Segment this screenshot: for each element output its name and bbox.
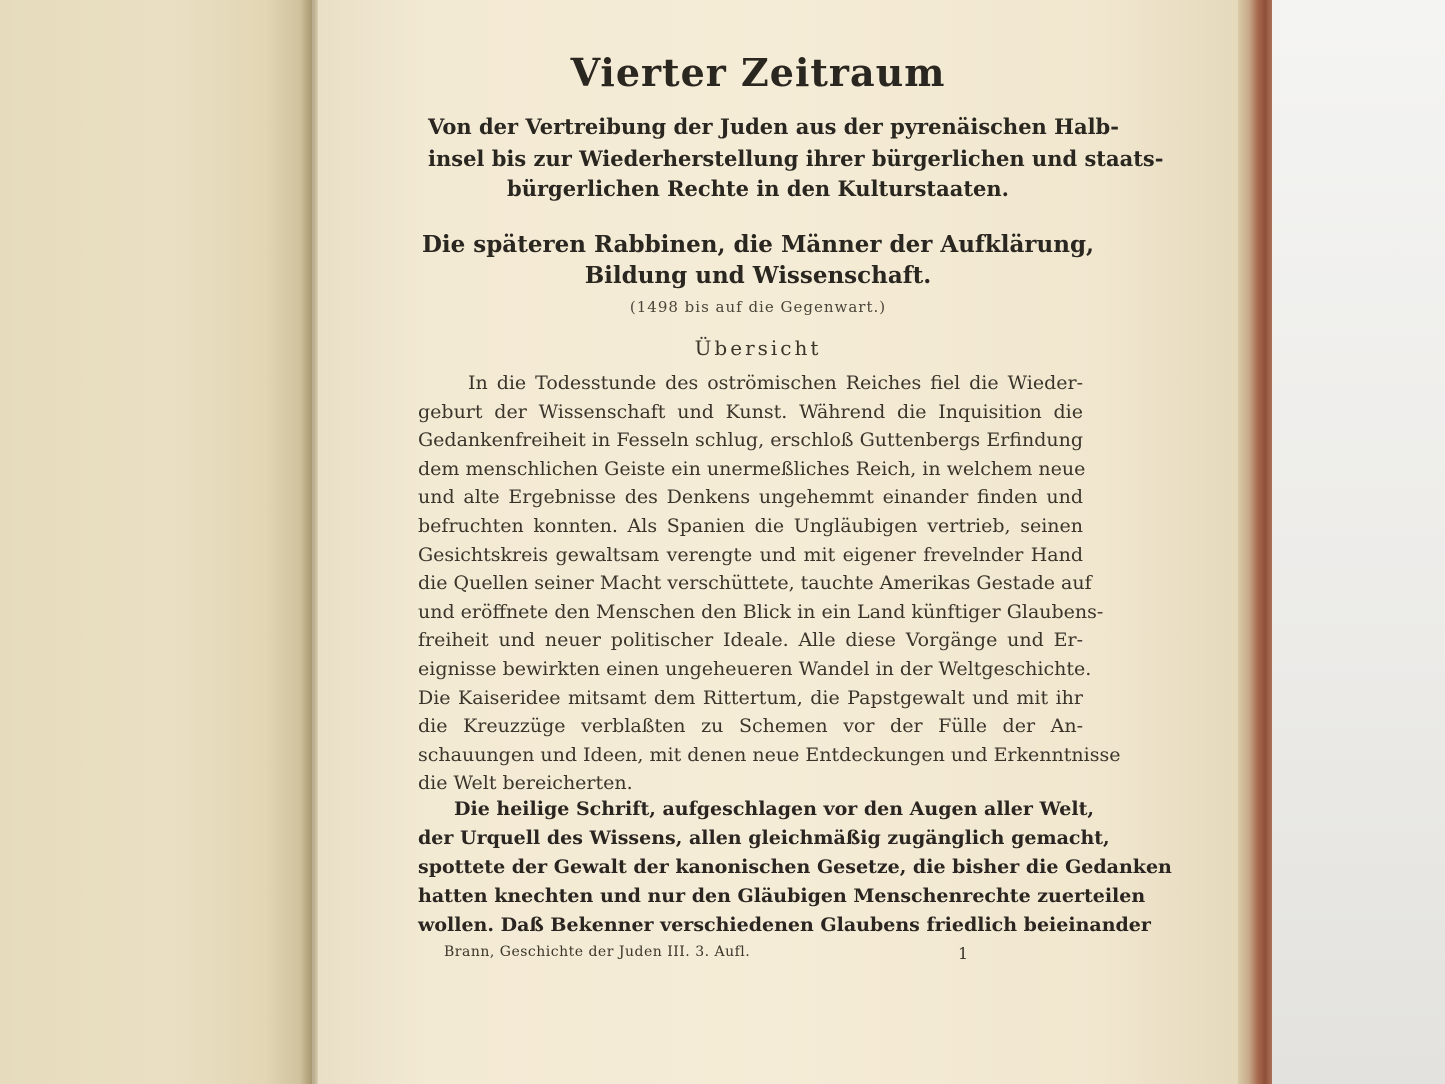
subtitle-line: insel bis zur Wiederherstellung ihrer bürgerlichen und staats- (428, 146, 1164, 171)
section-heading-line: Bildung und Wissenschaft. (584, 262, 932, 289)
date-range: (1498 bis auf die Gegenwart.) (629, 298, 887, 316)
body-line: Die heilige Schrift, aufgeschlagen vor den Augen aller Welt, (454, 798, 1094, 820)
body-line: schauungen und Ideen, mit denen neue Entdeckungen und Erkenntnisse (418, 743, 1121, 766)
body-line: dem menschlichen Geiste ein unermeßliches Reich, in welchem neue (418, 457, 1086, 480)
body-line: freiheit und neuer politischer Ideale. Alle diese Vorgänge und Er- (418, 629, 1083, 652)
subtitle-line: bürgerlichen Rechte in den Kulturstaaten. (507, 176, 1009, 201)
body-line: der Urquell des Wissens, allen gleichmäßig zugänglich gemacht, (418, 827, 1110, 849)
body-line: Gedankenfreiheit in Fesseln schlug, erschloß Guttenbergs Erfindung (418, 429, 1083, 452)
body-line: die Quellen seiner Macht verschüttete, tauchte Amerikas Gestade auf (418, 572, 1092, 595)
chapter-title: Vierter Zeitraum (570, 50, 946, 95)
body-line: die Welt bereicherten. (418, 772, 633, 795)
body-line: Gesichtskreis gewaltsam verengte und mit eigener frevelnder Hand (418, 543, 1083, 566)
body-line: Die Kaiseridee mitsamt dem Rittertum, die Papstgewalt und mit ihr (418, 686, 1083, 709)
body-line: befruchten konnten. Als Spanien die Ungläubigen vertrieb, seinen (418, 515, 1083, 537)
body-line: In die Todesstunde des oströmischen Reiches fiel die Wieder- (468, 372, 1083, 394)
body-line: spottete der Gewalt der kanonischen Gesetze, die bisher die Gedanken (418, 856, 1172, 878)
overview-heading: Übersicht (694, 336, 822, 360)
subtitle-line: Von der Vertreibung der Juden aus der pyrenäischen Halb- (428, 114, 1119, 139)
section-heading-line: Die späteren Rabbinen, die Männer der Aufklärung, (421, 231, 1095, 258)
footer-page-number: 1 (958, 944, 969, 963)
footer-signature: Brann, Geschichte der Juden III. 3. Aufl. (444, 944, 751, 960)
body-line: eignisse bewirkten einen ungeheueren Wandel in der Weltgeschichte. (418, 658, 1092, 680)
body-line: wollen. Daß Bekenner verschiedenen Glaubens friedlich beieinander (418, 914, 1151, 936)
body-line: und eröffnete den Menschen den Blick in ein Land künftiger Glaubens- (418, 600, 1104, 623)
body-line: die Kreuzzüge verblaßten zu Schemen vor der Fülle der An- (418, 715, 1083, 738)
body-line: hatten knechten und nur den Gläubigen Menschenrechte zuerteilen (418, 885, 1146, 907)
body-line: und alte Ergebnisse des Denkens ungehemmt einander finden und (418, 486, 1083, 509)
body-line: geburt der Wissenschaft und Kunst. Während die Inquisition die (418, 400, 1083, 423)
